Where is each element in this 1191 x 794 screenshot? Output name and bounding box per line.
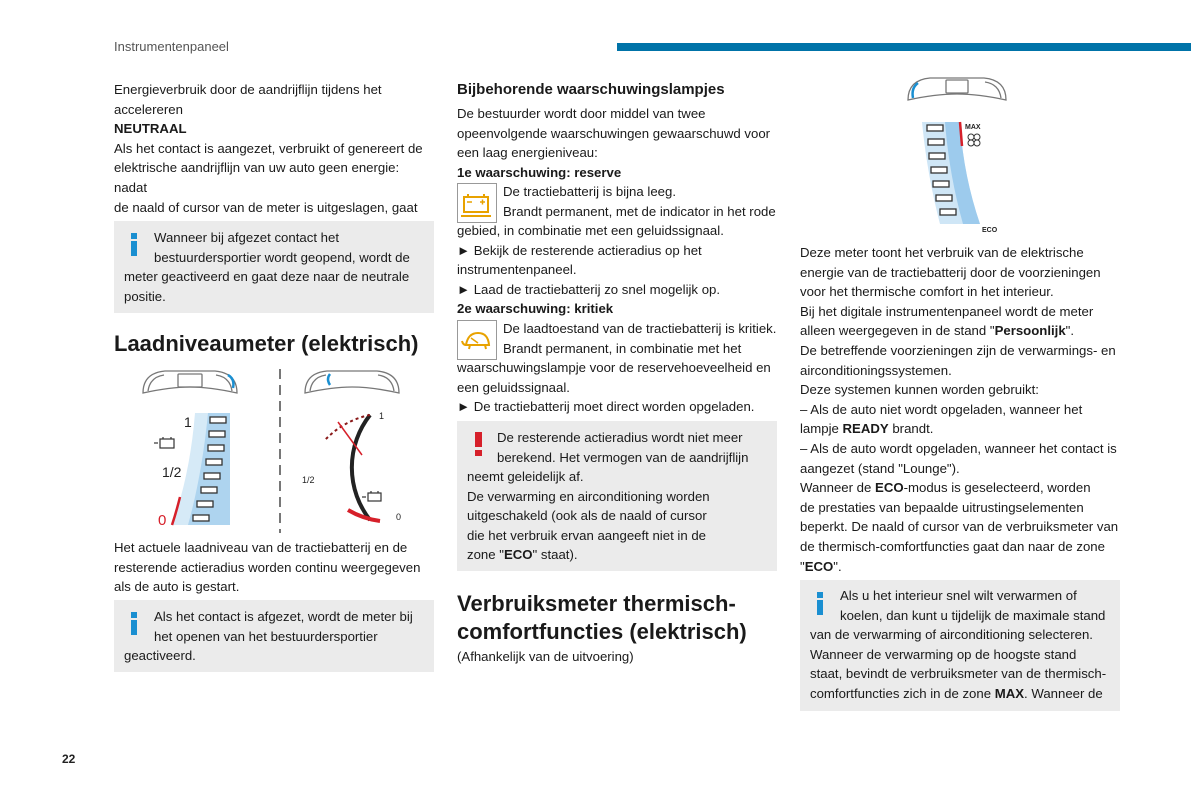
paragraph: De bestuurder wordt door middel van twee [457,106,706,121]
column-2-w1 [457,221,777,319]
warning-lamps-heading: Bijbehorende waarschuwingslampjes [457,81,725,98]
warning-text: berekend. Het vermogen van de aandrijflijn [497,450,749,465]
warning-text: neemt geleidelijk af. [467,469,584,484]
after-gauge-text [114,538,434,597]
paragraph: "ECO". [800,558,842,574]
page-number: 22 [62,752,76,766]
paragraph: alleen weergegeven in de stand "Persoonlijk". [800,323,1075,339]
cluster-outline-icon [143,371,237,393]
battery-gauge-illustration [140,365,420,535]
info-icon [130,612,138,635]
paragraph: Wanneer de ECO-modus is geselecteerd, worden [800,480,1091,496]
fan-icon [968,134,980,146]
info-icon [130,233,138,256]
info-text: Als u het interieur snel wilt verwarmen of [840,588,1077,603]
exclamation-icon [474,432,484,456]
info-icon [816,592,824,615]
paragraph: energie van de tractiebatterij door de voorzieningen [800,264,1101,280]
info-text: bestuurdersportier wordt geopend, wordt de [154,250,410,265]
turtle-icon [458,321,496,359]
column-2-w2 [457,358,777,417]
info-text: positie. [124,289,166,304]
info-text: comfortfuncties zich in de zone MAX. Wanneer de [810,686,1103,701]
paragraph: Brandt permanent, in combinatie met het [503,341,742,356]
info-text: meter geactiveerd en gaat deze naar de neutrale [124,269,410,284]
neutral-title: NEUTRAAL [114,121,187,137]
paragraph: de thermisch-comfortfuncties gaat dan naar de zone [800,538,1105,554]
paragraph: Als het contact is aangezet, verbruikt of genereert de [114,140,423,156]
paragraph: Deze meter toont het verbruik van de elektrische [800,245,1084,260]
paragraph: Bij het digitale instrumentenpaneel wordt de meter [800,303,1094,319]
arc-label-full: 1 [379,411,385,421]
paragraph: waarschuwingslampje voor de reservehoeveelheid en [457,360,771,375]
paragraph: opeenvolgende waarschuwingen gewaarschuwd voor [457,125,771,141]
paragraph: gebied, in combinatie met een geluidssignaal. [457,223,724,238]
column-3-text [800,243,1120,576]
info-text: geactiveerd. [124,648,196,663]
warning-1-title: 1e waarschuwing: reserve [457,164,622,180]
header-accent-bar [617,43,1191,51]
paragraph: elektrische aandrijflijn van uw auto geen energie: nadat [114,160,400,195]
paragraph: accelereren [114,101,183,117]
battery-icon [362,491,381,501]
gauge-eco-label: ECO [982,227,998,234]
warning-text: uitgeschakeld (ook als de naald of cursor [467,508,707,523]
gauge-max-label: MAX [965,124,981,131]
warning-2-title: 2e waarschuwing: kritiek [457,301,614,317]
cluster-outline-icon [305,371,399,393]
paragraph: De tractiebatterij is bijna leeg. [503,184,676,199]
gauge-label-half: 1/2 [162,464,182,480]
action-item: ► De tractiebatterij moet direct worden opgeladen. [457,399,755,415]
paragraph: – Als de auto wordt opgeladen, wanneer het contact is [800,440,1117,456]
column-1 [114,80,434,237]
paragraph: voor het thermische comfort in het interieur. [800,284,1054,300]
gauge-label-full: 1 [184,414,192,430]
paragraph: lampje READY brandt. [800,421,934,437]
cluster-outline-icon [908,78,1006,100]
battery-reserve-icon [458,184,496,222]
info-text: van de verwarming of airconditioning selecteren. [810,627,1093,642]
arc-label-empty: 0 [396,512,402,522]
paragraph: resterende actieradius worden continu weergegeven [114,559,421,575]
action-item: instrumentenpaneel. [457,262,577,278]
critical-warning-lamp [457,320,497,360]
warning-text: De resterende actieradius wordt niet meer [497,430,743,445]
info-text: staat, bevindt de verbruiksmeter van de thermisch- [810,666,1107,681]
paragraph: een laag energieniveau: [457,145,598,161]
paragraph: als de auto is gestart. [114,579,240,595]
info-text: Als het contact is afgezet, wordt de meter bij [154,609,413,624]
info-text: het openen van het bestuurdersportier [154,629,378,644]
warning-text: De verwarming en airconditioning worden [467,489,710,504]
paragraph: Brandt permanent, met de indicator in het rode [503,204,776,219]
gauge-label-empty: 0 [158,512,167,529]
reserve-warning-lamp [457,183,497,223]
paragraph: aangezet (stand "Lounge"). [800,460,960,476]
paragraph: de prestaties van bepaalde uitrustingselementen [800,499,1084,515]
paragraph: beperkt. De naald of cursor van de verbruiksmeter van [800,519,1119,535]
warning-box [457,421,777,571]
battery-icon [154,437,174,448]
section-heading: Verbruiksmeter thermisch- comfortfuncties (elektrisch) [457,591,747,644]
paragraph: Deze systemen kunnen worden gebruikt: [800,382,1039,398]
action-item: ► Laad de tractiebatterij zo snel mogelijk op. [457,281,721,297]
info-text: koelen, dan kunt u tijdelijk de maximale stand [840,608,1106,623]
info-box [114,221,434,313]
paragraph: een geluidssignaal. [457,379,570,395]
paragraph: De betreffende voorzieningen zijn de verwarmings- en [800,342,1116,358]
warning-text: die het verbruik ervan aangeeft niet in de [467,528,706,543]
paragraph: Het actuele laadniveau van de tractiebatterij en de [114,540,408,555]
paragraph: De laadtoestand van de tractiebatterij is kritiek. [503,321,777,336]
info-box [114,600,434,672]
paragraph: airconditioningssystemen. [800,362,952,378]
paragraph: – Als de auto niet wordt opgeladen, wanneer het [800,401,1083,417]
paragraph: de naald of cursor van de meter is uitgeslagen, gaat [114,199,418,215]
info-text: Wanneer bij afgezet contact het [154,230,339,245]
warning-text: zone "ECO" staat). [467,547,578,562]
thermal-gauge-illustration [905,74,1015,236]
column-2-intro [457,104,777,182]
info-box [800,580,1120,711]
info-text: Wanneer de verwarming op de hoogste stand [810,647,1077,662]
section-title: Instrumentenpaneel [114,39,229,54]
section-heading: Laadniveaumeter (elektrisch) [114,331,419,356]
paragraph: Energieverbruik door de aandrijflijn tijdens het [114,82,382,97]
action-item: ► Bekijk de resterende actieradius op het [457,242,702,258]
arc-label-half: 1/2 [302,475,315,485]
variant-note: (Afhankelijk van de uitvoering) [457,649,634,664]
